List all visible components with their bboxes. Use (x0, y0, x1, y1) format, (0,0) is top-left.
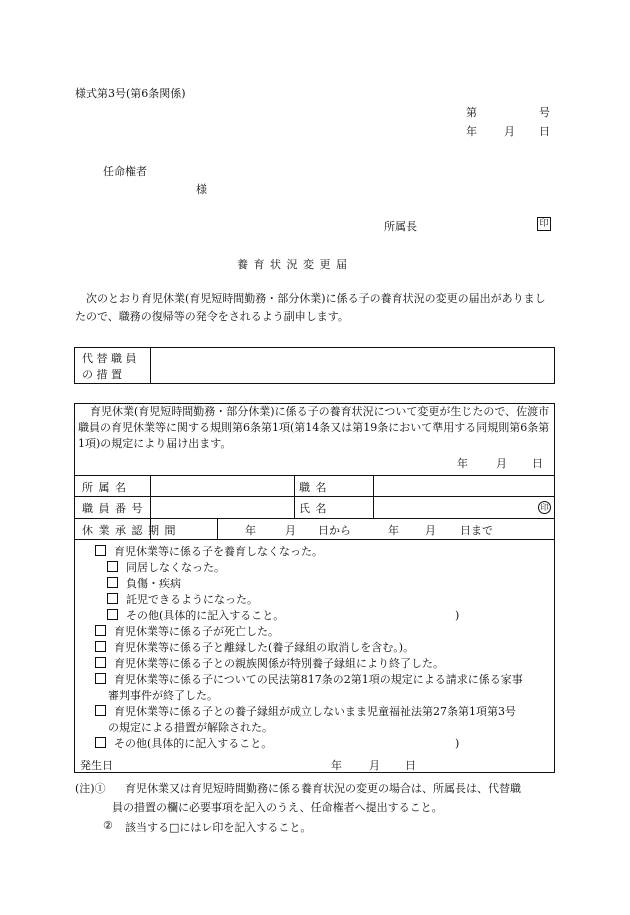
checkbox[interactable] (95, 705, 106, 716)
job-title-field[interactable] (378, 478, 548, 494)
grid-line (74, 518, 555, 519)
checklist-item-label: 育児休業等に係る子についての民法第817条の2第1項の規定による請求に係る家事 (114, 673, 523, 686)
checkbox[interactable] (107, 561, 118, 572)
period-label: 休 業 承 認 期 間 (82, 524, 177, 537)
substitute-label-1: 代 替 職 員 (82, 352, 137, 365)
checklist-item (107, 560, 225, 575)
checklist-item-label: 負傷・疾病 (126, 577, 181, 590)
sender: 所属長 (384, 220, 417, 233)
form-number: 様式第3号(第6条関係) (75, 87, 186, 100)
statement-date-month: 月 (496, 457, 507, 470)
grid-line (74, 475, 555, 476)
checklist-item (95, 624, 279, 639)
checklist-item (95, 704, 516, 719)
period-from-day: 日から (318, 524, 351, 537)
closing-paren: ) (455, 737, 460, 750)
grid-line (294, 475, 295, 518)
header-date-day: 日 (539, 125, 550, 138)
checklist-item-label: 育児休業等に係る子が死亡した。 (114, 625, 279, 638)
checkbox[interactable] (107, 593, 118, 604)
checklist-item-continuation: 審判事件が終了した。 (108, 689, 218, 702)
grid-line (74, 496, 555, 497)
note-2: 該当する□にはレ印を記入すること。 (125, 821, 312, 834)
period-from-month: 月 (285, 524, 296, 537)
checkbox[interactable] (95, 673, 106, 684)
checkbox[interactable] (107, 609, 118, 620)
checkbox[interactable] (95, 545, 106, 556)
occurrence-label: 発生日 (80, 759, 113, 772)
checklist-item-label: 同居しなくなった。 (126, 561, 225, 574)
checkbox[interactable] (95, 625, 106, 636)
checklist-item (107, 592, 258, 607)
closing-paren: ) (455, 609, 460, 622)
checklist-item-label: その他(具体的に記入すること。 (126, 609, 285, 622)
period-to-month: 月 (425, 524, 436, 537)
grid-line (373, 475, 374, 518)
statement-date-day: 日 (532, 457, 543, 470)
checklist-item-label: 育児休業等に係る子との養子縁組が成立しないまま児童福祉法第27条第1項第3号 (114, 705, 516, 718)
staff-number-field[interactable] (155, 499, 289, 515)
checklist-item (95, 544, 323, 559)
occurrence-day: 日 (405, 759, 416, 772)
checklist-item (95, 640, 414, 655)
statement-date-year: 年 (457, 457, 468, 470)
checklist-item-label: 育児休業等に係る子と離縁した(養子縁組の取消しを含む。)。 (114, 641, 415, 654)
substitute-divider (150, 347, 151, 384)
job-title-label: 職 名 (299, 481, 328, 494)
honorific: 様 (196, 183, 207, 196)
checklist-item (107, 608, 284, 623)
checklist-item (95, 656, 444, 671)
checkbox[interactable] (95, 657, 106, 668)
checklist-item-label: その他(具体的に記入すること。 (114, 737, 273, 750)
occurrence-month: 月 (369, 759, 380, 772)
staff-number-label: 職 員 番 号 (82, 502, 144, 515)
checklist-item-label: 託児できるようになった。 (126, 593, 258, 606)
name-seal (538, 500, 551, 514)
substitute-label-2: の 措 置 (82, 368, 122, 381)
grid-line (74, 539, 555, 540)
addressee: 任命権者 (103, 165, 147, 178)
grid-line (217, 518, 218, 539)
number-prefix: 第 (466, 106, 477, 119)
note-prefix: (注)① (75, 782, 106, 795)
checklist-item-label: 育児休業等に係る子との親族関係が特別養子縁組により終了した。 (114, 657, 444, 670)
note-2-number: ② (103, 819, 113, 832)
name-field[interactable] (378, 499, 528, 515)
document-title: 養 育 状 況 変 更 届 (237, 258, 348, 271)
occurrence-year: 年 (331, 759, 342, 772)
substitute-field[interactable] (155, 351, 545, 379)
checkbox[interactable] (95, 737, 106, 748)
header-date-month: 月 (504, 125, 515, 138)
number-suffix: 号 (539, 106, 550, 119)
statement-paragraph: 育児休業(育児短時間勤務・部分休業)に係る子の養育状況について変更が生じたので、佐渡市職員の育児休業等に関する規則第6条第1項(第14条又は第19条において準用する同規則第6条第1項)の規定により届け出ます。 (78, 405, 550, 450)
checklist-item (95, 672, 523, 687)
round-seal-mark: 印 (538, 501, 551, 514)
checklist-item (95, 736, 272, 751)
period-to-year: 年 (388, 524, 399, 537)
header-date-year: 年 (466, 125, 477, 138)
sender-seal (537, 216, 551, 231)
note-1-line-1: 育児休業又は育児短時間勤務に係る養育状況の変更の場合は、所属長は、代替職 (125, 782, 521, 795)
period-to-day: 日まで (460, 524, 493, 537)
seal-mark: 印 (537, 217, 551, 231)
dept-label: 所 属 名 (82, 481, 127, 494)
note-1-line-2: 員の措置の欄に必要事項を記入のうえ、任命権者へ提出すること。 (112, 801, 443, 814)
checkbox[interactable] (95, 641, 106, 652)
checklist-item (107, 576, 181, 591)
dept-field[interactable] (155, 478, 289, 494)
checklist-item-label: 育児休業等に係る子を養育しなくなった。 (114, 545, 323, 558)
checkbox[interactable] (107, 577, 118, 588)
name-label: 氏 名 (299, 502, 328, 515)
intro-paragraph: 次のとおり育児休業(育児短時間勤務・部分休業)に係る子の養育状況の変更の届出がありましたので、職務の復帰等の発令をされるよう副申します。 (75, 292, 546, 323)
checklist-item-continuation: の規定による措置が解除された。 (108, 721, 273, 734)
period-from-year: 年 (245, 524, 256, 537)
